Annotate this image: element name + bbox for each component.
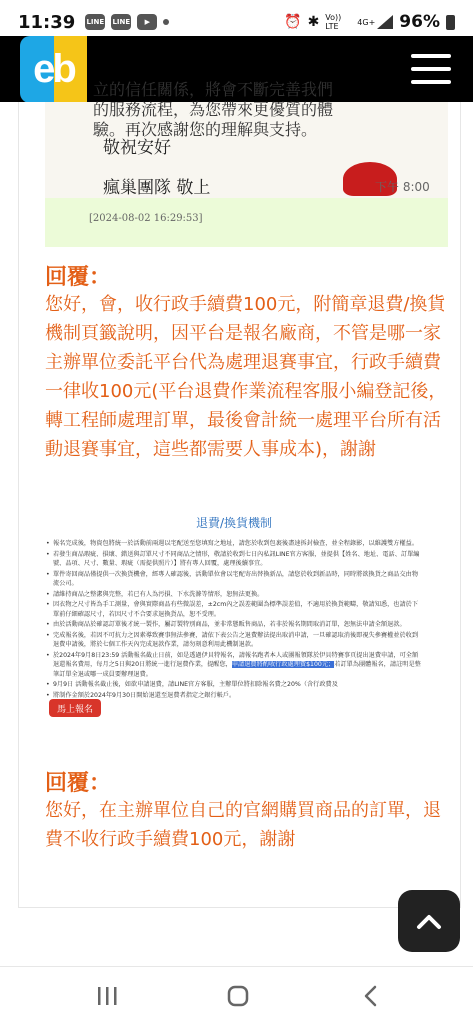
chat-sign-line2: 瘋巢團隊 敬上 (103, 178, 211, 198)
hamburger-line (411, 67, 451, 71)
status-time: 11:39 (18, 11, 76, 33)
mechanism-title: 退費/換貨機制 (195, 516, 273, 530)
recent-apps-icon[interactable] (92, 981, 122, 1011)
refund-mechanism-image (45, 514, 423, 744)
status-right-icons (284, 12, 455, 32)
chat-time: 下午 8:00 (375, 180, 430, 194)
youtube-icon: ▶ (137, 14, 157, 30)
mechanism-item-text: 若訂單為團體報名，請註明是整筆訂單全退或哪一成員要辦理退費。 (53, 661, 421, 678)
article-content (18, 80, 461, 908)
battery-icon (446, 15, 455, 30)
back-icon[interactable] (358, 981, 382, 1011)
reply-text: 您好，在主辦單位自己的官網購買商品的訂單，退費不收行政手續費100元，謝謝 (45, 800, 441, 850)
reply-label: 回覆： (45, 265, 112, 290)
chat-text-partial: 立的信任關係，將會不斷完善我們的服務流程，為您帶來更優質的體驗。再次感謝您的理解與支持。 (93, 80, 334, 139)
chevron-up-icon (416, 912, 442, 930)
mechanism-item: • 將制作金額於2024年9月30日開始退還至退費者指定之銀行帳戶。 (45, 691, 423, 701)
chat-timestamp: [2024-08-02 16:29:53] (89, 213, 203, 224)
mechanism-item: • 完成報名後，若因不可抗力之因素導致賽事無法參賽，請依下表公告之退費辦法提出取消申請，一旦確認取消後即視失參賽權並於收到退費申請後，將於七個工作天內完成退款作業，請勿刻意利用此機制退款。 (45, 631, 423, 650)
bluetooth-icon: ✱ (307, 14, 320, 30)
mechanism-item: • 請維持商品之整潔與完整，若已有人為污損、下水洗滌等情形，恕無法更換。 (45, 590, 423, 600)
volte-icon: Vo)) LTE (325, 13, 342, 31)
android-navbar (0, 966, 473, 1024)
dot-icon (163, 19, 169, 25)
line-icon: LINE (85, 14, 105, 30)
logo-text: eb (33, 47, 74, 91)
hamburger-line (411, 54, 451, 58)
mechanism-item (45, 651, 423, 680)
mechanism-item: • 因衣物之尺寸皆為手工測量，會與實際商品有些微誤差，±2cm內之誤差範圍為標準誤差值，不適用於換貨範疇，敬請知悉，也請於下單前仔細確認尺寸，若因尺寸不合要求退換貨品，恕不受理。 (45, 600, 423, 619)
back-to-top-button[interactable] (398, 890, 460, 952)
status-left-icons (85, 14, 169, 30)
mechanism-item: • 單件寄回商品僅提供一次換貨機會，經專人確認後，活動單位會以宅配寄出替換新品，請您於收到新品時，同時將欲換貨之商品交由物流公司。 (45, 570, 423, 589)
signup-tag: 馬上報名 (49, 699, 101, 717)
battery-percent: 96% (399, 12, 440, 32)
signal-4g-icon (357, 15, 393, 29)
chat-sign-line1: 敬祝安好 (103, 138, 171, 158)
mechanism-item: • 由於活動商品於確認訂單後才統一製作，屬訂製特別商品，並非常態販售商品，若非於報名期間取消訂單，恕無法申請全額退款。 (45, 620, 423, 630)
chat-screenshot-image (45, 80, 448, 247)
hamburger-line (411, 80, 451, 84)
highlighted-fee-text: 申請退費將酌收行政處理費$100元； (231, 661, 335, 668)
chat-bubble-area (45, 80, 448, 198)
mechanism-item-text: 於2024年9月8日23:59 活動報名截止日前，如是透過伊貝特報名，請報名跑者本人或團報領隊於伊貝特賽事頁提出退費申請，可全額退還報名費用，每月之5日與20日將統一進行退費作業，提醒您， (53, 651, 419, 668)
mechanism-item: • 9月9日 活動報名截止後，如欲申請退費，請LINE官方客服，主辦單位將扣除報名費之20%（含行政費及 (45, 680, 423, 690)
mechanism-list (45, 539, 423, 700)
line-icon: LINE (111, 14, 131, 30)
chat-signature (103, 128, 210, 208)
hamburger-icon[interactable] (411, 54, 451, 84)
reply-label: 回覆： (45, 771, 112, 796)
reply-text: 您好，會，收行政手續費100元，附簡章退費/換貨機制頁籤說明，因平台是報名廠商，不管是哪一家主辦單位委託平台代為處理退賽事宜，行政手續費一律收100元(平台退費作業流程客服小編登記後，轉工程師處理訂單，最後會計統一處理平台所有活動退賽事宜，這些都需要人事成本)，謝謝 (45, 294, 447, 460)
mechanism-item: • 報名完成後，物資包將統一於活動前兩週以宅配送至您填寫之地址，請您於收到包裹後盡速拆封檢查，並全程錄影，以維護雙方權益。 (45, 539, 423, 549)
mechanism-item: • 若發生商品瑕疵、損壞、錯送與訂單尺寸不同商品之情形，敬請於收到七日內私訊LINE官方客服，並提供【姓名、地址、電話、訂單編號、品項、尺寸、數量、瑕疵（需提供照片）】將有專人回覆，處理後續事宜。 (45, 550, 423, 569)
alarm-icon: ⏰ (284, 14, 302, 30)
signal-text: 4G+ (357, 17, 376, 27)
home-icon[interactable] (224, 981, 252, 1011)
site-logo[interactable] (20, 36, 87, 103)
